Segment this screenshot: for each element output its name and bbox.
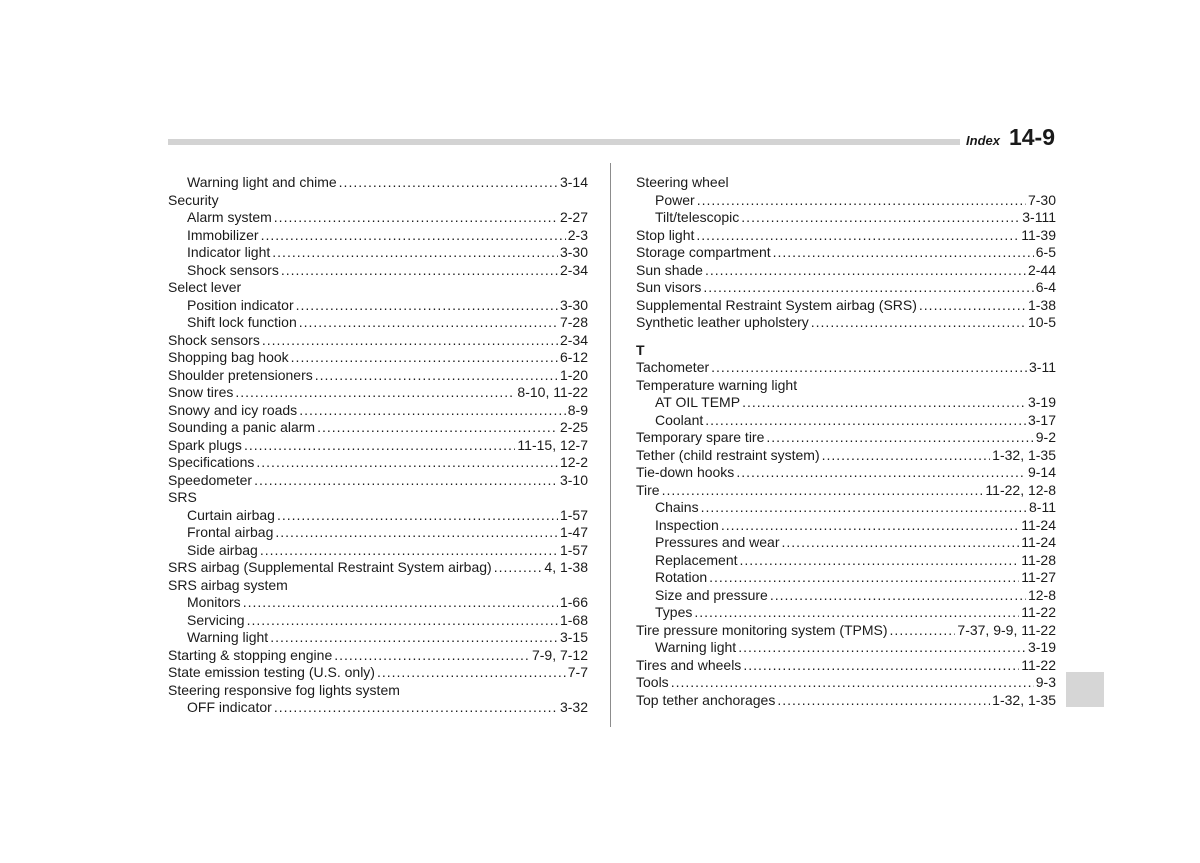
dot-leader xyxy=(694,604,1019,622)
entry-label: Sun shade xyxy=(636,261,703,278)
index-entry xyxy=(168,647,588,665)
entry-label: Tachometer xyxy=(636,359,710,375)
index-subentry xyxy=(168,314,588,332)
entry-page-reference: 8-10, 11-22 xyxy=(517,384,588,400)
entry-page-reference: 7-7 xyxy=(567,664,588,680)
entry-page-reference: 6-12 xyxy=(559,349,588,365)
dot-leader xyxy=(736,464,1026,482)
index-subentry xyxy=(168,542,588,560)
dot-leader xyxy=(262,332,558,350)
entry-page-reference: 12-8 xyxy=(1027,586,1056,603)
dot-leader xyxy=(705,412,1026,430)
dot-leader xyxy=(741,209,1020,227)
dot-leader xyxy=(256,454,558,472)
entry-label: Shopping bag hook xyxy=(168,349,289,365)
entry-page-reference: 1-66 xyxy=(559,594,588,610)
index-entry xyxy=(636,297,1056,315)
entry-page-reference: 11-22 xyxy=(1021,656,1056,673)
dot-leader xyxy=(740,552,1020,570)
entry-page-reference: 3-111 xyxy=(1022,209,1056,225)
index-entry xyxy=(636,464,1056,482)
entry-page-reference: 7-37, 9-9, 11-22 xyxy=(957,621,1056,638)
index-subentry xyxy=(168,244,588,262)
entry-page-reference: 3-17 xyxy=(1027,411,1056,428)
entry-label: Tie-down hooks xyxy=(636,464,735,480)
entry-label: Tire pressure monitoring system (TPMS) xyxy=(636,621,888,638)
entry-label: Warning light and chime xyxy=(187,174,337,190)
dot-leader xyxy=(890,622,956,640)
entry-page-reference: 1-68 xyxy=(559,611,588,628)
dot-leader xyxy=(709,569,1019,587)
entry-page-reference: 11-27 xyxy=(1021,569,1056,585)
index-entry xyxy=(636,622,1056,640)
dot-leader xyxy=(260,542,558,560)
entry-label: Size and pressure xyxy=(655,586,768,603)
entry-label: Speedometer xyxy=(168,471,253,488)
dot-leader xyxy=(770,587,1026,605)
entry-label: Tools xyxy=(636,674,669,690)
index-subentry xyxy=(636,639,1056,657)
index-heading: Security xyxy=(168,191,219,208)
index-subentry xyxy=(636,209,1056,227)
entry-label: Servicing xyxy=(187,611,245,628)
entry-label: AT OIL TEMP xyxy=(655,394,741,410)
entry-label: Starting & stopping engine xyxy=(168,646,333,663)
entry-page-reference: 3-19 xyxy=(1027,394,1056,410)
dot-leader xyxy=(822,447,991,465)
index-subentry xyxy=(636,604,1056,622)
entry-page-reference: 7-30 xyxy=(1027,191,1056,208)
entry-page-reference: 3-19 xyxy=(1027,639,1056,655)
index-subentry xyxy=(636,569,1056,587)
entry-page-reference: 11-28 xyxy=(1021,551,1056,568)
column-divider xyxy=(610,163,611,727)
entry-page-reference: 11-15, 12-7 xyxy=(517,436,588,453)
entry-label: Immobilizer xyxy=(187,226,259,243)
entry-label: Stop light xyxy=(636,226,695,243)
dot-leader xyxy=(291,349,558,367)
dot-leader xyxy=(339,174,558,192)
entry-label: Shock sensors xyxy=(187,261,279,278)
entry-page-reference: 11-39 xyxy=(1021,226,1056,243)
index-entry xyxy=(636,359,1056,377)
entry-label: Monitors xyxy=(187,594,241,610)
index-subentry xyxy=(168,227,588,245)
entry-page-reference: 3-15 xyxy=(559,629,588,645)
entry-label: Frontal airbag xyxy=(187,524,274,540)
entry-label: Shoulder pretensioners xyxy=(168,366,313,383)
entry-label: Position indicator xyxy=(187,296,294,313)
index-entry xyxy=(636,244,1056,262)
index-heading: SRS xyxy=(168,489,197,505)
index-column-left xyxy=(168,174,588,717)
header-rule xyxy=(168,139,960,145)
dot-leader xyxy=(777,692,990,710)
entry-label: State emission testing (U.S. only) xyxy=(168,664,375,680)
entry-page-reference: 11-24 xyxy=(1021,516,1056,533)
dot-leader xyxy=(272,244,558,262)
index-heading: Steering wheel xyxy=(636,174,729,190)
entry-label: Synthetic leather upholstery xyxy=(636,314,809,330)
index-column-right xyxy=(636,174,1056,709)
dot-leader xyxy=(811,314,1026,332)
index-entry xyxy=(636,692,1056,710)
entry-label: Shock sensors xyxy=(168,331,260,348)
index-entry xyxy=(636,482,1056,500)
index-entry xyxy=(636,262,1056,280)
dot-leader xyxy=(743,657,1019,675)
entry-label: Snowy and icy roads xyxy=(168,401,298,418)
index-heading: SRS airbag system xyxy=(168,576,288,593)
entry-page-reference: 1-32, 1-35 xyxy=(992,446,1056,463)
page-number: 14-9 xyxy=(1008,124,1055,150)
dot-leader xyxy=(334,647,530,665)
entry-page-reference: 2-44 xyxy=(1027,261,1056,278)
dot-leader xyxy=(919,297,1026,315)
entry-page-reference: 12-2 xyxy=(559,454,588,470)
dot-leader xyxy=(738,639,1026,657)
index-heading: Temperature warning light xyxy=(636,376,798,393)
index-subentry xyxy=(636,412,1056,430)
dot-leader xyxy=(696,227,1019,245)
dot-leader xyxy=(697,192,1026,210)
index-entry xyxy=(168,559,588,577)
index-subentry xyxy=(168,209,588,227)
entry-label: Specifications xyxy=(168,454,255,470)
index-heading: Steering responsive fog lights system xyxy=(168,681,400,698)
dot-leader xyxy=(275,524,558,542)
index-entry xyxy=(636,314,1056,332)
dot-leader xyxy=(705,262,1026,280)
entry-page-reference: 3-10 xyxy=(559,471,588,488)
index-entry xyxy=(636,227,1056,245)
index-subentry xyxy=(636,552,1056,570)
dot-leader xyxy=(782,534,1020,552)
dot-leader xyxy=(235,384,515,402)
entry-label: Snow tires xyxy=(168,384,234,400)
entry-page-reference: 1-57 xyxy=(559,541,588,558)
entry-page-reference: 9-2 xyxy=(1035,429,1056,445)
dot-leader xyxy=(703,279,1033,297)
entry-page-reference: 2-34 xyxy=(559,261,588,278)
entry-page-reference: 2-34 xyxy=(559,331,588,348)
dot-leader xyxy=(701,499,1027,517)
entry-page-reference: 10-5 xyxy=(1027,314,1056,330)
entry-page-reference: 1-38 xyxy=(1027,296,1056,313)
entry-label: SRS airbag (Supplemental Restraint System airbag) xyxy=(168,559,492,575)
dot-leader xyxy=(277,507,558,525)
index-subentry xyxy=(168,612,588,630)
dot-leader xyxy=(317,419,558,437)
entry-page-reference: 11-22 xyxy=(1021,604,1056,620)
entry-label: Curtain airbag xyxy=(187,506,275,523)
index-subentry xyxy=(168,507,588,525)
entry-page-reference: 8-9 xyxy=(567,401,588,418)
entry-page-reference: 2-27 xyxy=(559,209,588,225)
dot-leader xyxy=(671,674,1034,692)
chapter-thumb-tab xyxy=(1066,672,1104,707)
index-heading: Select lever xyxy=(168,279,242,295)
dot-leader xyxy=(766,429,1033,447)
entry-label: Tire xyxy=(636,481,660,498)
index-subentry xyxy=(168,297,588,315)
entry-label: Replacement xyxy=(655,551,738,568)
entry-page-reference: 7-28 xyxy=(559,314,588,330)
entry-page-reference: 2-3 xyxy=(567,226,588,243)
index-entry xyxy=(636,447,1056,465)
entry-page-reference: 6-5 xyxy=(1035,244,1056,260)
index-subentry xyxy=(168,524,588,542)
entry-page-reference: 3-30 xyxy=(559,244,588,260)
entry-label: Tether (child restraint system) xyxy=(636,446,820,463)
entry-page-reference: 4, 1-38 xyxy=(544,559,588,575)
entry-page-reference: 8-11 xyxy=(1029,499,1056,515)
dot-leader xyxy=(244,437,515,455)
dot-leader xyxy=(377,664,566,682)
dot-leader xyxy=(711,359,1027,377)
entry-page-reference: 9-14 xyxy=(1027,464,1056,480)
index-entry xyxy=(636,657,1056,675)
entry-page-reference: 3-30 xyxy=(559,296,588,313)
dot-leader xyxy=(721,517,1019,535)
index-entry xyxy=(168,419,588,437)
entry-label: Indicator light xyxy=(187,244,271,260)
dot-leader xyxy=(254,472,558,490)
dot-leader xyxy=(299,314,558,332)
dot-leader xyxy=(274,209,558,227)
index-subentry xyxy=(168,262,588,280)
letter-heading: T xyxy=(636,341,645,358)
entry-label: Sounding a panic alarm xyxy=(168,419,316,435)
entry-label: Warning light xyxy=(187,629,269,645)
index-entry xyxy=(636,279,1056,297)
entry-page-reference: 11-24 xyxy=(1021,534,1056,550)
dot-leader xyxy=(274,699,558,717)
dot-leader xyxy=(494,559,543,577)
index-subentry xyxy=(636,394,1056,412)
index-subentry xyxy=(636,534,1056,552)
index-subentry xyxy=(168,699,588,717)
dot-leader xyxy=(296,297,558,315)
index-subentry xyxy=(636,192,1056,210)
entry-label: Alarm system xyxy=(187,209,272,225)
index-entry xyxy=(168,332,588,350)
index-subentry xyxy=(168,629,588,647)
entry-page-reference: 3-14 xyxy=(559,174,588,190)
entry-label: Rotation xyxy=(655,569,708,585)
index-subentry xyxy=(636,499,1056,517)
entry-page-reference: 11-22, 12-8 xyxy=(985,481,1056,498)
entry-label: Top tether anchorages xyxy=(636,691,776,708)
entry-label: Tires and wheels xyxy=(636,656,742,673)
entry-label: Inspection xyxy=(655,516,719,533)
entry-page-reference: 3-32 xyxy=(559,699,588,715)
entry-label: Pressures and wear xyxy=(655,534,780,550)
dot-leader xyxy=(742,394,1026,412)
entry-label: Shift lock function xyxy=(187,314,297,330)
index-entry xyxy=(168,402,588,420)
index-entry xyxy=(168,367,588,385)
dot-leader xyxy=(243,594,558,612)
index-entry xyxy=(636,674,1056,692)
entry-page-reference: 9-3 xyxy=(1035,674,1056,690)
dot-leader xyxy=(773,244,1034,262)
entry-label: Temporary spare tire xyxy=(636,429,765,445)
entry-page-reference: 1-32, 1-35 xyxy=(992,691,1056,708)
entry-label: Power xyxy=(655,191,695,208)
dot-leader xyxy=(315,367,558,385)
entry-label: Side airbag xyxy=(187,541,258,558)
entry-page-reference: 6-4 xyxy=(1035,279,1056,295)
index-subentry xyxy=(636,517,1056,535)
section-title: Index xyxy=(966,133,1000,148)
index-subentry xyxy=(636,587,1056,605)
entry-label: Supplemental Restraint System airbag (SRS) xyxy=(636,296,917,313)
entry-label: Storage compartment xyxy=(636,244,771,260)
index-subentry xyxy=(168,174,588,192)
entry-page-reference: 1-20 xyxy=(559,366,588,383)
entry-label: Types xyxy=(655,604,693,620)
index-subentry xyxy=(168,594,588,612)
index-entry xyxy=(168,664,588,682)
entry-page-reference: 7-9, 7-12 xyxy=(531,646,588,663)
dot-leader xyxy=(662,482,984,500)
index-entry xyxy=(168,472,588,490)
entry-label: Chains xyxy=(655,499,699,515)
entry-page-reference: 1-57 xyxy=(559,506,588,523)
entry-page-reference: 3-11 xyxy=(1029,359,1056,375)
dot-leader xyxy=(261,227,566,245)
dot-leader xyxy=(247,612,558,630)
entry-label: Warning light xyxy=(655,639,737,655)
entry-label: Spark plugs xyxy=(168,436,242,453)
entry-label: OFF indicator xyxy=(187,699,272,715)
index-entry xyxy=(636,429,1056,447)
index-entry xyxy=(168,454,588,472)
entry-page-reference: 1-47 xyxy=(559,524,588,540)
dot-leader xyxy=(281,262,558,280)
entry-label: Coolant xyxy=(655,411,704,428)
index-entry xyxy=(168,384,588,402)
index-entry xyxy=(168,349,588,367)
dot-leader xyxy=(299,402,566,420)
index-entry xyxy=(168,437,588,455)
entry-label: Tilt/telescopic xyxy=(655,209,740,225)
entry-page-reference: 2-25 xyxy=(559,419,588,435)
dot-leader xyxy=(270,629,558,647)
entry-label: Sun visors xyxy=(636,279,702,295)
